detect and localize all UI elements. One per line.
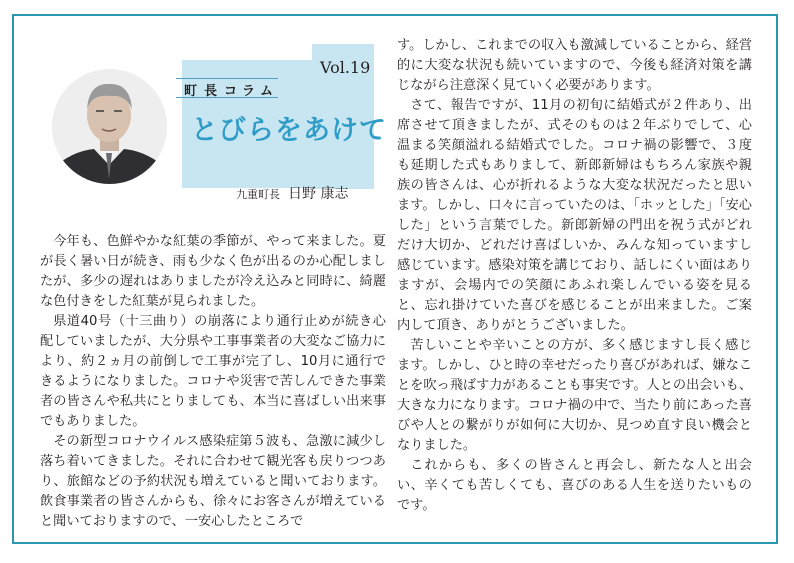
column-label-char: ラ (242, 84, 259, 99)
article-column-right (397, 36, 752, 516)
paragraph: これからも、多くの皆さんと再会し、新たな人と出会い、辛くても苦しくても、喜びのある人生を送りたいものです。 (397, 458, 752, 513)
paragraph: さて、報告ですが、11月の初旬に結婚式が２件あり、出席させて頂きましたが、式そのものは２年ぶりでして、心温まる笑顔溢れる結婚式でした。コロナ禍の影響で、３度も延期した式もありまして、新郎新婦はもちろん家族や親族の皆さんは、心が折れるような大変な状況だったと思います。しかし、口々に言っていたのは、「ホッとした」「安心した」という言葉でした。新郎新婦の門出を祝う式がどれだけ大切か、どれだけ喜ばしいか、みんな知っていますし感じています。感染対策を講じており、話しにくい面はありますが、会場内での笑顔にあふれ楽しんでいる姿を見ると、忘れ掛けていた喜びを感じることが出来ました。ご案内して頂き、ありがとうございました。 (397, 98, 753, 333)
volume-number: Vol.19 (320, 58, 371, 77)
byline-role: 九重町長 (236, 188, 280, 201)
paragraph: 今年も、色鮮やかな紅葉の季節が、やって来ました。夏が長く暑い日が続き、雨も少なく色が出るのか心配しましたが、多少の遅れはありましたが冷え込みと同時に、綺麗な色付きをした紅葉が見られました。 (40, 234, 386, 309)
column-label-char: 町 (184, 84, 201, 99)
column-label-char: ム (260, 84, 277, 99)
paragraph: その新型コロナウイルス感染症第５波も、急激に減少し落ち着いてきました。それに合わせて観光客も戻りつつあり、旅館などの予約状況も増えていると聞いております。飲食事業者の皆さんからも、徐々にお客さんが増えていると聞いておりますので、一安心したところで (40, 434, 386, 529)
byline-name: 日野 康志 (288, 186, 349, 202)
paragraph: 苦しいことや辛いことの方が、多く感じますし長く感じます。しかし、ひと時の幸せだったり喜びがあれば、嫌なことを吹っ飛ばす力があることも事実です。人との出会いも、大きな力になります。コロナ禍の中で、当たり前にあった喜びや人との繋がりが如何に大切か、見つめ直す良い機会となりました。 (397, 338, 753, 453)
column-label-char: 長 (204, 84, 221, 99)
paragraph-continuation: す。しかし、これまでの収入も激減していることから、経営的に大変な状況も続いていますので、今後も経済対策を講じながら注意深く見ていく必要があります。 (397, 38, 753, 93)
article-column-left (40, 232, 386, 532)
column-title: とびらをあけて (191, 115, 387, 146)
column-label (176, 78, 278, 98)
paragraph: 県道40号（十三曲り）の崩落により通行止めが続き心配していましたが、大分県や工事事業者の大変なご協力により、約２ヵ月の前倒しで工事が完了し、10月に通行できるようになりました。コロナや災害で苦しんできた事業者の皆さんや私共にとりましても、本当に喜ばしい出来事でもありました。 (40, 314, 386, 429)
column-label-char: コ (224, 84, 241, 99)
column-header (0, 0, 400, 230)
byline (236, 183, 348, 203)
